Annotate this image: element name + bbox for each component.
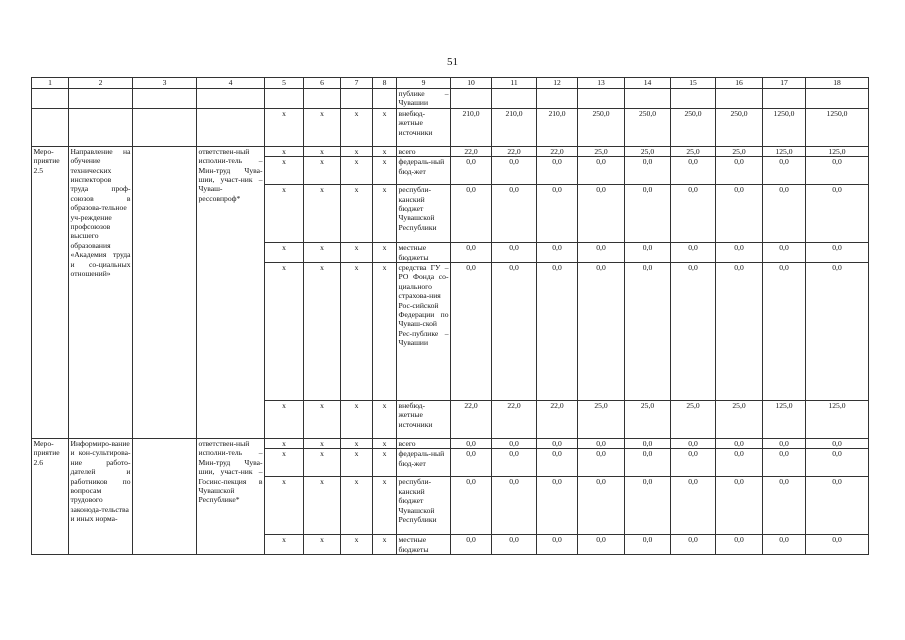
x-cell: x (341, 185, 373, 243)
value-cell: 0,0 (537, 449, 578, 477)
value-cell: 0,0 (451, 157, 492, 185)
value-cell: 25,0 (578, 146, 625, 156)
empty-cell (133, 89, 197, 109)
value-cell: 0,0 (492, 439, 537, 449)
header-cell: 16 (716, 78, 763, 89)
empty-cell (133, 439, 197, 555)
header-cell: 1 (32, 78, 69, 89)
value-cell: 0,0 (578, 243, 625, 263)
value-cell: 22,0 (537, 146, 578, 156)
value-cell: 0,0 (625, 243, 671, 263)
value-cell: 0,0 (806, 157, 869, 185)
value-cell: 0,0 (763, 243, 806, 263)
header-cell: 8 (373, 78, 397, 89)
value-cell: 0,0 (716, 439, 763, 449)
header-row (32, 78, 869, 89)
x-cell: x (341, 146, 373, 156)
value-cell: 250,0 (716, 108, 763, 146)
value-cell: 0,0 (578, 449, 625, 477)
header-cell: 18 (806, 78, 869, 89)
empty-cell (69, 108, 133, 146)
x-cell: x (304, 439, 341, 449)
x-cell: x (373, 449, 397, 477)
x-cell: x (341, 243, 373, 263)
x-cell: x (341, 535, 373, 555)
value-cell: 0,0 (806, 263, 869, 401)
value-cell: 0,0 (578, 185, 625, 243)
value-cell: 25,0 (578, 401, 625, 439)
value-cell: 0,0 (451, 535, 492, 555)
value-cell: 125,0 (763, 401, 806, 439)
value-cell: 0,0 (578, 477, 625, 535)
source-cell: федераль-ный бюд-жет (397, 157, 451, 185)
empty-cell (133, 108, 197, 146)
x-cell: x (265, 535, 304, 555)
value-cell: 125,0 (763, 146, 806, 156)
value-cell: 25,0 (716, 401, 763, 439)
value-cell: 25,0 (625, 401, 671, 439)
value-cell: 125,0 (806, 146, 869, 156)
value-cell: 22,0 (492, 401, 537, 439)
value-cell: 0,0 (716, 477, 763, 535)
source-cell: республи-канский бюджет Чувашской Республики (397, 185, 451, 243)
x-cell: x (373, 243, 397, 263)
header-cell: 6 (304, 78, 341, 89)
source-cell: местные бюджеты (397, 535, 451, 555)
x-cell: x (265, 146, 304, 156)
source-cell: внебюд-жетные источники (397, 108, 451, 146)
source-cell: публике – Чувашии (398, 89, 449, 108)
value-cell: 250,0 (671, 108, 716, 146)
x-cell: x (341, 157, 373, 185)
x-cell: x (304, 146, 341, 156)
value-cell: 0,0 (625, 449, 671, 477)
value-cell: 0,0 (671, 185, 716, 243)
value-cell: 0,0 (537, 263, 578, 401)
source-cell: федераль-ный бюд-жет (397, 449, 451, 477)
value-cell: 0,0 (716, 157, 763, 185)
empty-cell (492, 89, 537, 109)
value-cell: 0,0 (537, 157, 578, 185)
source-cell: внебюд-жетные источники (397, 401, 451, 439)
x-cell: x (373, 263, 397, 401)
header-cell: 15 (671, 78, 716, 89)
value-cell: 0,0 (578, 157, 625, 185)
header-cell: 12 (537, 78, 578, 89)
value-cell: 0,0 (806, 535, 869, 555)
value-cell: 0,0 (671, 263, 716, 401)
value-cell: 0,0 (451, 243, 492, 263)
value-cell: 0,0 (625, 477, 671, 535)
empty-cell (341, 89, 373, 109)
empty-cell (625, 89, 671, 109)
measure-name: Направление на обучение технических инспекторов труда проф-союзов в образова-тельное уч-реждение профсоюзов высшего образования «Академия труда и со-циальных отношений» (69, 146, 133, 438)
value-cell: 0,0 (492, 157, 537, 185)
value-cell: 0,0 (451, 439, 492, 449)
value-cell: 0,0 (671, 535, 716, 555)
value-cell: 250,0 (578, 108, 625, 146)
x-cell: x (265, 439, 304, 449)
x-cell: x (373, 157, 397, 185)
header-cell: 3 (133, 78, 197, 89)
empty-cell (304, 89, 341, 109)
empty-cell (69, 89, 133, 109)
table-row (32, 146, 869, 156)
value-cell: 0,0 (671, 157, 716, 185)
value-cell: 0,0 (806, 439, 869, 449)
value-cell: 0,0 (537, 477, 578, 535)
x-cell: x (341, 439, 373, 449)
value-cell: 210,0 (492, 108, 537, 146)
empty-cell (537, 89, 578, 109)
value-cell: 0,0 (763, 449, 806, 477)
x-cell: x (304, 263, 341, 401)
budget-table (31, 77, 869, 555)
x-cell: x (304, 185, 341, 243)
empty-cell (32, 108, 69, 146)
source-cell: местные бюджеты (397, 243, 451, 263)
x-cell: x (341, 263, 373, 401)
header-cell: 13 (578, 78, 625, 89)
value-cell: 0,0 (763, 477, 806, 535)
x-cell: x (304, 449, 341, 477)
header-cell: 17 (763, 78, 806, 89)
x-cell: x (304, 108, 341, 146)
value-cell: 210,0 (451, 108, 492, 146)
value-cell: 0,0 (671, 243, 716, 263)
executor-cell: ответствен-ный исполни-тель – Мин-труд Чува-шии, участ-ник – Госинс-пекция в Чувашской Республике* (197, 439, 265, 555)
table-row (32, 108, 869, 146)
value-cell: 0,0 (806, 185, 869, 243)
value-cell: 0,0 (716, 449, 763, 477)
empty-cell (133, 146, 197, 438)
value-cell: 0,0 (492, 243, 537, 263)
value-cell: 0,0 (451, 477, 492, 535)
value-cell: 0,0 (451, 449, 492, 477)
empty-cell (197, 89, 265, 109)
value-cell: 22,0 (451, 401, 492, 439)
x-cell: x (373, 439, 397, 449)
table-row (32, 439, 869, 449)
value-cell: 0,0 (492, 477, 537, 535)
value-cell: 0,0 (716, 243, 763, 263)
empty-cell (578, 89, 625, 109)
value-cell: 25,0 (625, 146, 671, 156)
value-cell: 22,0 (492, 146, 537, 156)
header-cell: 10 (451, 78, 492, 89)
value-cell: 22,0 (451, 146, 492, 156)
x-cell: x (304, 401, 341, 439)
header-cell: 2 (69, 78, 133, 89)
page-number: 51 (447, 56, 458, 68)
value-cell: 0,0 (763, 439, 806, 449)
value-cell: 0,0 (625, 263, 671, 401)
value-cell: 0,0 (492, 449, 537, 477)
value-cell: 0,0 (671, 439, 716, 449)
value-cell: 0,0 (806, 243, 869, 263)
x-cell: x (373, 108, 397, 146)
x-cell: x (341, 477, 373, 535)
value-cell: 0,0 (716, 185, 763, 243)
source-cell: всего (397, 439, 451, 449)
empty-cell (671, 89, 716, 109)
x-cell: x (304, 243, 341, 263)
value-cell: 1250,0 (763, 108, 806, 146)
value-cell: 250,0 (625, 108, 671, 146)
empty-cell (32, 89, 69, 109)
value-cell: 0,0 (492, 263, 537, 401)
empty-cell (265, 89, 304, 109)
x-cell: x (265, 185, 304, 243)
x-cell: x (304, 535, 341, 555)
value-cell: 0,0 (451, 185, 492, 243)
value-cell: 0,0 (451, 263, 492, 401)
value-cell: 0,0 (625, 185, 671, 243)
x-cell: x (341, 108, 373, 146)
x-cell: x (373, 477, 397, 535)
x-cell: x (373, 185, 397, 243)
source-cell: республи-канский бюджет Чувашской Республики (397, 477, 451, 535)
executor-cell: ответствен-ный исполни-тель – Мин-труд Чува-шии, участ-ник – Чуваш-рессовпроф* (197, 146, 265, 438)
source-cell: средства ГУ – РО Фонда со-циального страхова-ния Рос-сийской Федерации по Чуваш-ской Рес-публике – Чувашии (397, 263, 451, 401)
value-cell: 0,0 (578, 263, 625, 401)
measure-label: Меро-приятие 2.5 (32, 146, 69, 438)
value-cell: 25,0 (671, 146, 716, 156)
empty-cell (373, 89, 397, 109)
value-cell: 0,0 (537, 185, 578, 243)
value-cell: 0,0 (716, 263, 763, 401)
value-cell: 25,0 (671, 401, 716, 439)
value-cell: 0,0 (625, 157, 671, 185)
value-cell: 25,0 (716, 146, 763, 156)
header-cell: 7 (341, 78, 373, 89)
value-cell: 0,0 (537, 243, 578, 263)
header-cell: 5 (265, 78, 304, 89)
x-cell: x (265, 243, 304, 263)
x-cell: x (304, 157, 341, 185)
x-cell: x (265, 449, 304, 477)
header-cell: 4 (197, 78, 265, 89)
empty-cell (716, 89, 763, 109)
value-cell: 210,0 (537, 108, 578, 146)
x-cell: x (341, 449, 373, 477)
value-cell: 0,0 (492, 185, 537, 243)
value-cell: 0,0 (763, 157, 806, 185)
value-cell: 0,0 (625, 535, 671, 555)
value-cell: 0,0 (763, 535, 806, 555)
value-cell: 0,0 (492, 535, 537, 555)
x-cell: x (265, 477, 304, 535)
x-cell: x (265, 263, 304, 401)
value-cell: 0,0 (625, 439, 671, 449)
value-cell: 0,0 (578, 439, 625, 449)
value-cell: 125,0 (806, 401, 869, 439)
x-cell: x (373, 535, 397, 555)
x-cell: x (373, 401, 397, 439)
x-cell: x (304, 477, 341, 535)
empty-cell (451, 89, 492, 109)
x-cell: x (341, 401, 373, 439)
value-cell: 0,0 (716, 535, 763, 555)
measure-name: Информиро-вание и кон-сультирова-ние работо-дателей и работников по вопросам трудового законода-тельства и иных норма- (69, 439, 133, 555)
value-cell: 0,0 (763, 263, 806, 401)
value-cell: 22,0 (537, 401, 578, 439)
table-row (32, 89, 869, 109)
value-cell: 0,0 (671, 449, 716, 477)
value-cell: 0,0 (806, 477, 869, 535)
empty-cell (763, 89, 806, 109)
header-cell: 9 (397, 78, 451, 89)
header-cell: 11 (492, 78, 537, 89)
x-cell: x (265, 108, 304, 146)
empty-cell (806, 89, 869, 109)
value-cell: 0,0 (537, 535, 578, 555)
value-cell: 0,0 (763, 185, 806, 243)
x-cell: x (373, 146, 397, 156)
header-cell: 14 (625, 78, 671, 89)
source-cell: всего (397, 146, 451, 156)
value-cell: 0,0 (671, 477, 716, 535)
value-cell: 0,0 (578, 535, 625, 555)
value-cell: 1250,0 (806, 108, 869, 146)
empty-cell (197, 108, 265, 146)
x-cell: x (265, 401, 304, 439)
value-cell: 0,0 (806, 449, 869, 477)
value-cell: 0,0 (537, 439, 578, 449)
measure-label: Меро-приятие 2.6 (32, 439, 69, 555)
x-cell: x (265, 157, 304, 185)
